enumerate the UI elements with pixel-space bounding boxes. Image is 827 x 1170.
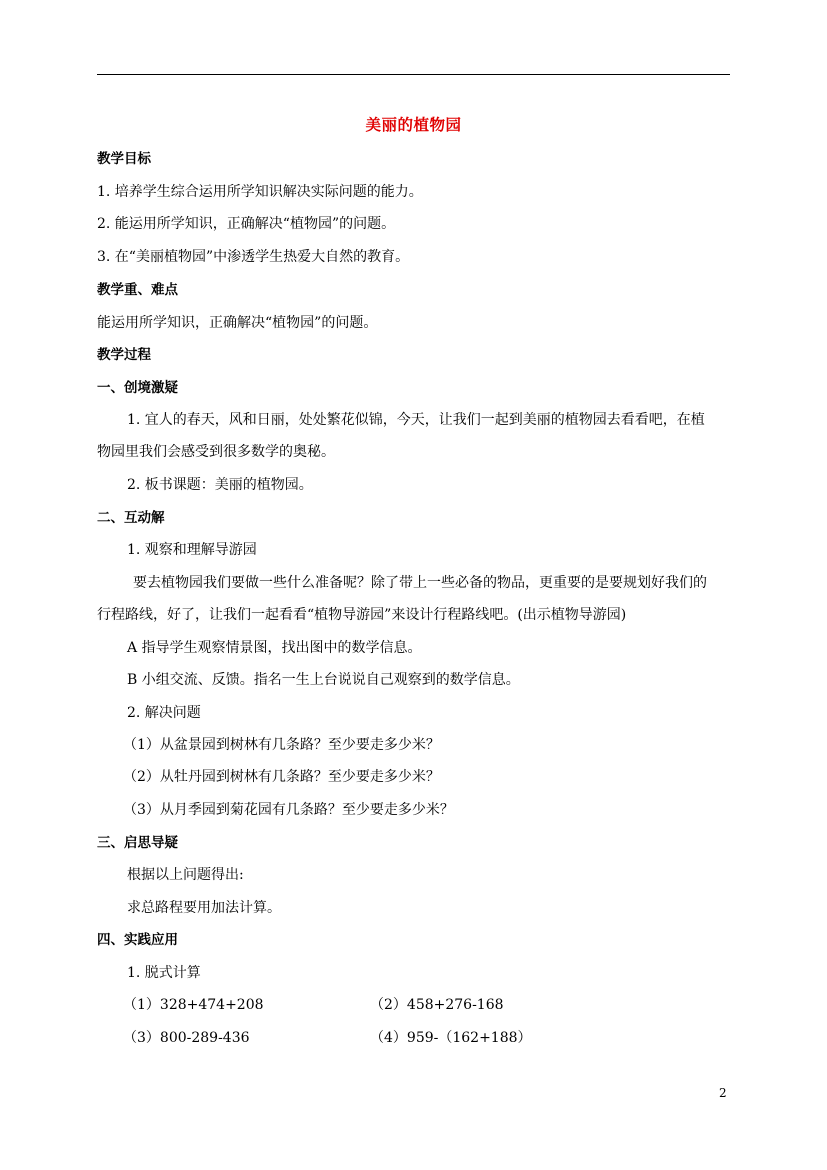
goal-item-2: 2. 能运用所学知识，正确解决“植物园”的问题。 [97,216,396,232]
part4-item1: 1. 脱式计算 [127,965,201,981]
calc-3: （3）800-289-436 [123,1030,250,1046]
goal-item-1: 1. 培养学生综合运用所学知识解决实际问题的能力。 [97,184,423,200]
key-points-heading: 教学重、难点 [97,282,178,298]
part4-heading: 四、实践应用 [97,932,178,948]
calc-2: （2）458+276-168 [370,997,504,1013]
question-3: （3）从月季园到菊花园有几条路？至少要走多少米？ [123,802,454,818]
part2-para-line1: 要去植物园我们要做一些什么准备呢？除了带上一些必备的物品，更重要的是要规划好我们的 [133,575,707,591]
header-rule [97,74,730,75]
part2-para-line2: 行程路线，好了，让我们一起看看“植物导游园”来设计行程路线吧。(出示植物导游园) [97,607,627,623]
part3-line1: 根据以上问题得出: [127,867,244,883]
goals-heading: 教学目标 [97,151,151,167]
part2-point-b: B 小组交流、反馈。指名一生上台说说自己观察到的数学信息。 [127,672,520,688]
part1-item1-line2: 物园里我们会感受到很多数学的奥秘。 [97,444,335,460]
part3-heading: 三、启思导疑 [97,835,178,851]
part3-line2: 求总路程要用加法计算。 [127,900,281,916]
calc-1: （1）328+474+208 [123,997,264,1013]
question-1: （1）从盆景园到树林有几条路？至少要走多少米？ [123,737,440,753]
part1-item1-line1: 1. 宜人的春天，风和日丽，处处繁花似锦，今天，让我们一起到美丽的植物园去看看吧，在植 [127,412,705,428]
part1-heading: 一、创境激疑 [97,380,178,396]
page-number: 2 [719,1086,727,1100]
goal-item-3: 3. 在“美丽植物园”中渗透学生热爱大自然的教育。 [97,249,410,265]
part2-item2: 2. 解决问题 [127,705,201,721]
part2-heading: 二、互动解 [97,510,165,526]
calc-4: （4）959-（162+188） [370,1030,532,1046]
page-title: 美丽的植物园 [365,115,462,134]
part2-point-a: A 指导学生观察情景图，找出图中的数学信息。 [127,640,422,656]
question-2: （2）从牡丹园到树林有几条路？至少要走多少米？ [123,769,440,785]
part1-item2: 2. 板书课题：美丽的植物园。 [127,477,313,493]
process-heading: 教学过程 [97,347,151,363]
key-points-text: 能运用所学知识，正确解决“植物园”的问题。 [97,315,378,331]
part2-item1: 1. 观察和理解导游园 [127,542,257,558]
